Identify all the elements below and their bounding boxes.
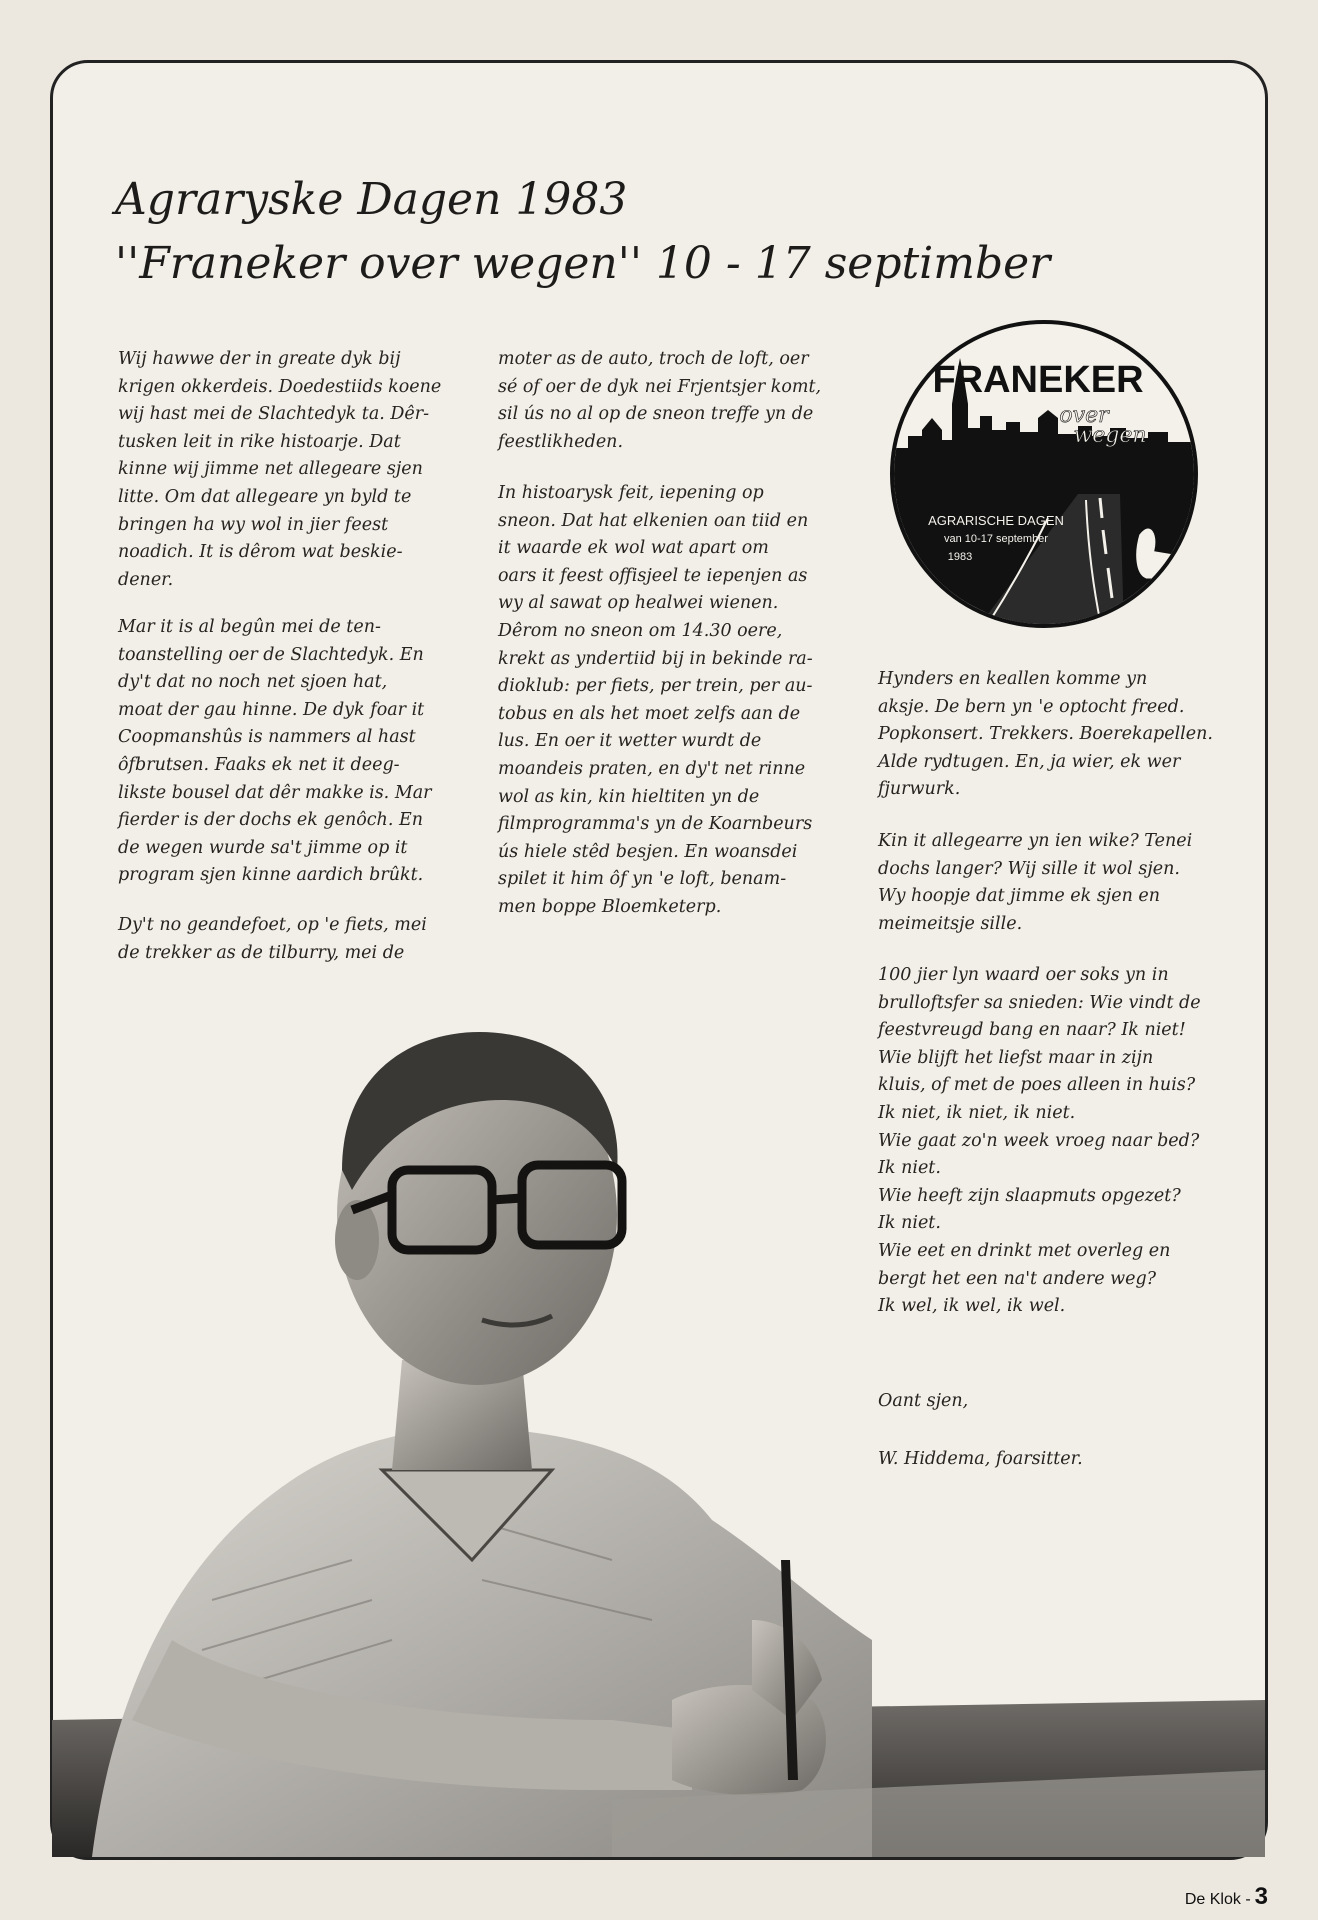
article-title	[115, 168, 1050, 296]
text-line: meimeitsje sille.	[878, 913, 1023, 934]
text-line: Popkonsert. Trekkers. Boerekapellen.	[878, 724, 1213, 745]
text-line: toanstelling oer de Slachtedyk. En	[118, 644, 424, 665]
text-line: dener.	[118, 569, 174, 590]
text-line: Alde rydtugen. En, ja wier, ek wer	[878, 751, 1181, 772]
text-line: kinne wij jimme net allegeare sjen	[118, 459, 423, 480]
text-line: moandeis praten, en dy't net rinne	[498, 758, 806, 779]
text-line: dochs langer? Wij sille it wol sjen.	[878, 858, 1180, 879]
text-line: litte. Om dat allegeare yn byld te	[118, 486, 412, 507]
text-line: Dêrom no sneon om 14.30 oere,	[498, 620, 783, 641]
logo-line-1: AGRARISCHE DAGEN	[928, 513, 1064, 528]
text-line: likste bousel dat dêr makke is. Mar	[118, 782, 432, 803]
text-line: Wy hoopje dat jimme ek sjen en	[878, 886, 1161, 907]
text-line: Ik wel, ik wel, ik wel.	[878, 1296, 1066, 1317]
text-line: brulloftsfer sa snieden: Wie vindt de	[878, 992, 1201, 1013]
text-line: moter as de auto, troch de loft, oer	[498, 349, 809, 369]
text-line: Wie eet en drinkt met overleg en	[878, 1240, 1171, 1261]
text-line: Ik niet.	[878, 1213, 941, 1234]
text-line: sé of oer de dyk nei Frjentsjer komt,	[498, 376, 822, 397]
text-line: lus. En oer it wetter wurdt de	[498, 731, 762, 752]
text-line: kluis, of met de poes alleen in huis?	[878, 1075, 1196, 1096]
text-line: Wie gaat zo'n week vroeg naar bed?	[878, 1130, 1200, 1151]
text-line: In histoarysk feit, iepening op	[498, 483, 764, 503]
page-footer	[1185, 1883, 1268, 1911]
col2-paragraph-2	[498, 480, 848, 922]
text-line: de trekker as de tilburry, mei de	[118, 942, 405, 963]
title-line-2: ''Franeker over wegen'' 10 - 17 septimber	[115, 238, 1051, 289]
text-line: Coopmanshûs is nammers al hast	[118, 727, 416, 748]
text-line: wij hast mei de Slachtedyk ta. Dêr-	[118, 404, 430, 425]
text-line: Ik niet.	[878, 1158, 941, 1179]
text-line: W. Hiddema, foarsitter.	[878, 1449, 1083, 1469]
col1-paragraph-3	[118, 912, 458, 967]
text-line: tusken leit in rike histoarje. Dat	[118, 431, 401, 452]
logo-line-3: 1983	[947, 551, 973, 563]
col2-paragraph-1	[498, 346, 848, 456]
text-line: Dy't no geandefoet, op 'e fiets, mei	[118, 915, 427, 935]
text-line: sneon. Dat hat elkenien oan tiid en	[498, 510, 809, 531]
text-line: it waarde ek wol wat apart om	[498, 538, 769, 559]
text-line: Mar it is al begûn mei de ten-	[118, 617, 381, 637]
text-line: Ik niet, ik niet, ik niet.	[878, 1102, 1076, 1123]
text-line: fierder is der dochs ek genôch. En	[118, 810, 423, 831]
man-with-glasses-writing-photo	[52, 1000, 1265, 1857]
text-line: wy al sawat op healwei wienen.	[498, 593, 779, 614]
text-line: aksje. De bern yn 'e optocht freed.	[878, 696, 1185, 717]
text-line: moat der gau hinne. De dyk foar it	[118, 699, 425, 720]
text-line: feestvreugd bang en naar? Ik niet!	[878, 1020, 1186, 1041]
text-line: feestlikheden.	[498, 431, 624, 452]
col3-paragraph-2	[878, 828, 1238, 938]
text-line: Kin it allegearre yn ien wike? Tenei	[878, 831, 1193, 851]
magazine-name: De Klok -	[1184, 1891, 1251, 1908]
text-line: ôfbrutsen. Faaks ek net it deeg-	[118, 754, 400, 775]
text-line: men boppe Bloemketerp.	[498, 896, 722, 917]
logo-name: FRANEKER	[932, 359, 1144, 401]
text-line: tobus en als het moet zelfs aan de	[498, 703, 801, 724]
text-line: Wie heeft zijn slaapmuts opgezet?	[878, 1185, 1181, 1206]
page-number: 3	[1254, 1883, 1268, 1910]
text-line: dy't dat no noch net sjoen hat,	[118, 672, 388, 693]
title-line-1: Agraryske Dagen 1983	[115, 174, 628, 225]
text-line: ús hiele stêd besjen. En woansdei	[498, 841, 798, 862]
text-line: sil ús no al op de sneon treffe yn de	[498, 404, 814, 425]
text-line: fjurwurk.	[878, 779, 961, 800]
franeker-over-wegen-logo	[888, 318, 1200, 630]
text-line: Wij hawwe der in greate dyk bij	[118, 349, 401, 369]
col1-paragraph-1	[118, 346, 458, 594]
text-line: Hynders en keallen komme yn	[878, 669, 1148, 689]
text-line: 100 jier lyn waard oer soks yn in	[878, 965, 1169, 985]
logo-line-2: van 10-17 september	[944, 533, 1048, 545]
text-line: krekt as yndertiid bij in bekinde ra-	[498, 648, 813, 669]
text-line: dioklub: per fiets, per trein, per au-	[498, 676, 813, 697]
text-line: de wegen wurde sa't jimme op it	[118, 837, 408, 858]
text-line: Oant sjen,	[878, 1391, 969, 1411]
text-line: krigen okkerdeis. Doedestiids koene	[118, 376, 442, 397]
text-line: wol as kin, kin hieltiten yn de	[498, 786, 760, 807]
text-line: spilet it him ôf yn 'e loft, benam-	[498, 869, 787, 890]
text-line: bringen ha wy wol in jier feest	[118, 514, 389, 535]
col1-paragraph-2	[118, 614, 458, 890]
logo-over: over	[1059, 403, 1109, 428]
col3-paragraph-1	[878, 666, 1238, 804]
text-line: noadich. It is dêrom wat beskie-	[118, 542, 403, 563]
text-line: program sjen kinne aardich brûkt.	[118, 865, 424, 886]
logo-wegen: wegen	[1073, 423, 1147, 448]
text-line: bergt het een na't andere weg?	[878, 1268, 1157, 1289]
text-line: oars it feest offisjeel te iepenjen as	[498, 565, 808, 586]
text-line: filmprogramma's yn de Koarnbeurs	[498, 814, 813, 835]
text-line: Wie blijft het liefst maar in zijn	[878, 1047, 1154, 1068]
